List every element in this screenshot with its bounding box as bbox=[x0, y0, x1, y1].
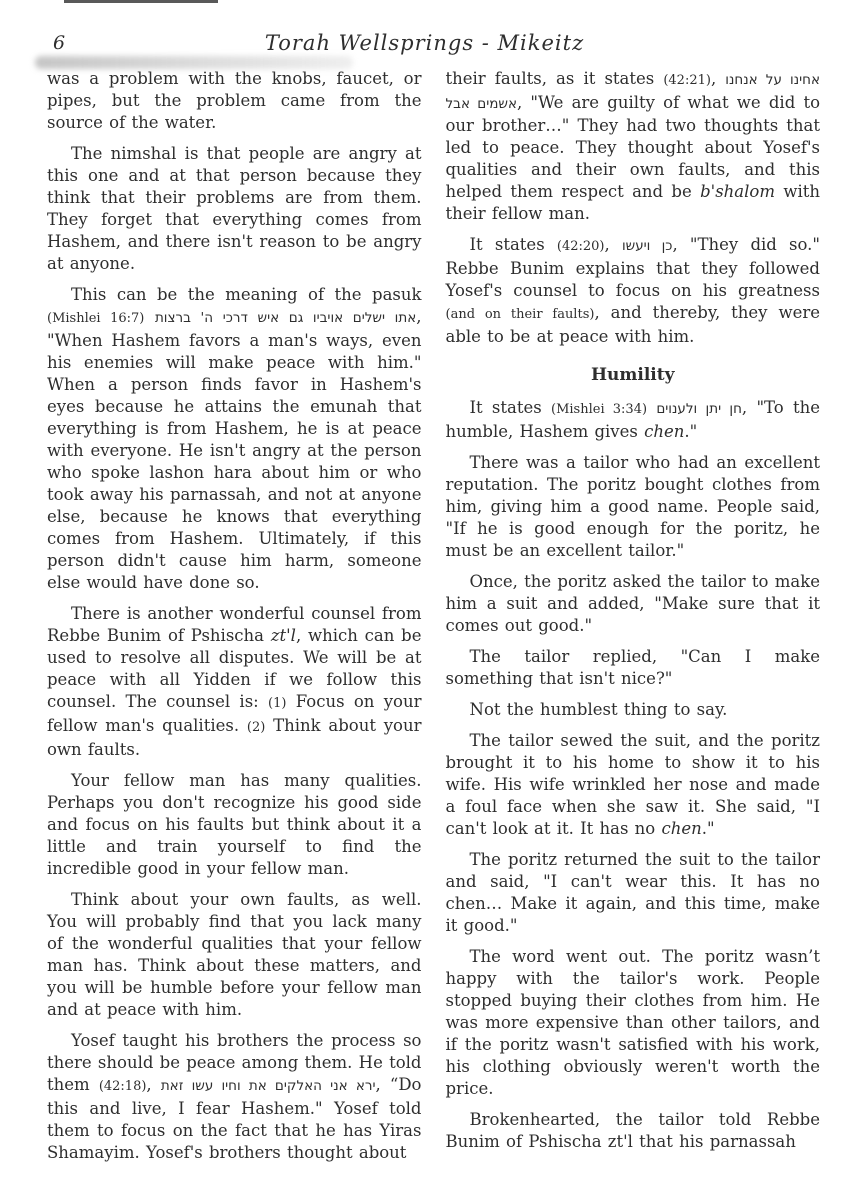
text-run bbox=[647, 398, 656, 417]
italic-term: b'shalom bbox=[700, 182, 775, 201]
text-run: Focus on your fellow man's qualities. bbox=[47, 692, 422, 735]
source-reference: (2) bbox=[246, 720, 266, 735]
text-run: their faults, as it states bbox=[445, 69, 664, 88]
text-run: Yosef taught his brothers the process so there should be peace among them. He told them bbox=[47, 1031, 422, 1094]
paragraph bbox=[446, 946, 821, 1100]
section-heading: Humility bbox=[590, 365, 675, 385]
paragraph bbox=[47, 143, 422, 275]
paragraph bbox=[446, 849, 821, 937]
paragraph bbox=[47, 1030, 422, 1164]
paragraph bbox=[47, 770, 422, 880]
text-run: , "When Hashem favors a man's ways, even his enemies will make peace with him." When a person finds favor in Hashem's eyes because he attains the emunah that everything is from Hashem, he is at peace with everyone. He isn't angry at the person who spoke lashon hara about him or who took away his parnassah, and not at anyone else, because he knows that everything comes from Hashem. Ultimately, if this person didn't cause him harm, someone else would have done so. bbox=[47, 307, 422, 592]
right-column bbox=[446, 68, 821, 1173]
text-run: ." bbox=[701, 819, 715, 838]
paragraph bbox=[446, 1109, 821, 1153]
text-run: Think about your own faults, as well. You will probably find that you lack many of the wonderful qualities that your fellow man has. Think about these matters, and you will be humble before your fellow man and at peace with him. bbox=[47, 890, 422, 1019]
hebrew-quote: חן יתן ולענוים bbox=[656, 401, 742, 417]
text-run: , bbox=[710, 69, 726, 88]
source-reference: (Mishlei 16:7) bbox=[47, 311, 145, 326]
hebrew-quote: ירא אני האלקים את וחיו עשו זאת bbox=[160, 1078, 376, 1094]
text-run: , which can be used to resolve all disputes. We will be at peace with all Yidden if we follow this counsel. The counsel is: bbox=[47, 626, 422, 711]
text-run bbox=[144, 307, 155, 326]
text-run: , "They did so." Rebbe Bunim explains that they followed Yosef's counsel to focus on his greatness bbox=[445, 235, 821, 300]
text-columns bbox=[0, 66, 849, 1173]
paragraph bbox=[446, 730, 821, 840]
source-reference: (42:20) bbox=[556, 239, 605, 254]
paragraph bbox=[446, 646, 821, 690]
text-run: Think about your own faults. bbox=[47, 716, 422, 759]
italic-term: zt'l bbox=[270, 626, 296, 645]
text-run: It states bbox=[469, 235, 557, 254]
source-reference: (42:21) bbox=[663, 73, 711, 88]
paragraph bbox=[47, 889, 422, 1021]
text-run: , bbox=[146, 1075, 161, 1094]
italic-term: chen bbox=[644, 422, 685, 441]
text-run: This can be the meaning of the pasuk bbox=[71, 285, 422, 304]
text-run: Your fellow man has many qualities. Perhaps you don't recognize his good side and focus on his faults but think about it a little and train yourself to find the incredible good in your fellow man. bbox=[47, 771, 422, 878]
text-run: Not the humblest thing to say. bbox=[469, 700, 728, 719]
text-run: There was a tailor who had an excellent reputation. The poritz bought clothes from him, giving him a good name. People said, "If he is good enough for the poritz, he must be an excellent tailor." bbox=[445, 453, 820, 560]
paragraph bbox=[47, 68, 422, 134]
paragraph bbox=[47, 603, 422, 761]
paragraph bbox=[446, 452, 821, 562]
page-header bbox=[0, 0, 849, 66]
page-number: 6 bbox=[53, 32, 66, 54]
text-run: Brokenhearted, the tailor told Rebbe Bunim of Pshischa zt'l that his parnassah bbox=[445, 1110, 820, 1151]
text-run: The word went out. The poritz wasn’t happy with the tailor's work. People stopped buying their clothes from him. He was more expensive than other tailors, and if the poritz wasn't satisfied with his work, his clothing obviously weren't worth the price. bbox=[445, 947, 820, 1098]
source-reference: (Mishlei 3:34) bbox=[551, 402, 648, 417]
paragraph bbox=[446, 699, 821, 721]
text-run: with their fellow man. bbox=[445, 182, 820, 223]
text-run: The tailor sewed the suit, and the poritz brought it to his home to show it to his wife. His wife wrinkled her nose and made a foul face when she saw it. She said, "I can't look at it. It has no bbox=[445, 731, 820, 838]
source-reference: (42:18) bbox=[98, 1079, 147, 1094]
text-run: , "We are guilty of what we did to our brother…" They had two thoughts that led to peace. They thought about Yosef's qualities and their own faults, and this helped them respect and be bbox=[445, 93, 821, 201]
text-run: ." bbox=[684, 422, 698, 441]
text-run: The tailor replied, "Can I make something that isn't nice?" bbox=[445, 647, 820, 688]
hebrew-quote: כן ויעשו bbox=[621, 238, 673, 254]
source-reference: (and on their faults) bbox=[445, 307, 595, 322]
paragraph bbox=[446, 68, 821, 225]
text-run: , “Do this and live, I fear Hashem." Yosef told them to focus on the fact that he has Yiras Shamayim. Yosef's brothers thought about bbox=[47, 1075, 422, 1162]
text-run: , and thereby, they were able to be at peace with him. bbox=[445, 303, 820, 346]
hebrew-quote: אתו ישלים אויביו גם איש דרכי ה' ברצות bbox=[154, 310, 417, 326]
text-run: Once, the poritz asked the tailor to make him a suit and added, "Make sure that it comes out good." bbox=[445, 572, 820, 635]
left-column bbox=[47, 68, 422, 1173]
text-run: There is another wonderful counsel from Rebbe Bunim of Pshischa bbox=[47, 604, 422, 645]
text-run: , "To the humble, Hashem gives bbox=[445, 398, 820, 441]
text-run: was a problem with the knobs, faucet, or pipes, but the problem came from the source of the water. bbox=[47, 69, 422, 132]
paragraph bbox=[446, 234, 821, 348]
source-reference: (1) bbox=[268, 696, 287, 711]
text-run: The poritz returned the suit to the tailor and said, "I can't wear this. It has no chen… Make it again, and this time, make it good." bbox=[445, 850, 820, 935]
text-run: The nimshal is that people are angry at this one and at that person because they think that their problems are from them. They forget that everything comes from Hashem, and there isn't reason to be angry at anyone. bbox=[47, 144, 422, 273]
hebrew-quote: אחינו על אנחנו אשמים אבל bbox=[445, 72, 820, 112]
text-run: It states bbox=[469, 398, 552, 417]
paragraph bbox=[446, 571, 821, 637]
text-run: , bbox=[604, 235, 622, 254]
italic-term: chen bbox=[661, 819, 702, 838]
page-title: Torah Wellsprings - Mikeitz bbox=[264, 31, 585, 55]
paragraph bbox=[47, 284, 422, 594]
paragraph bbox=[446, 397, 821, 443]
